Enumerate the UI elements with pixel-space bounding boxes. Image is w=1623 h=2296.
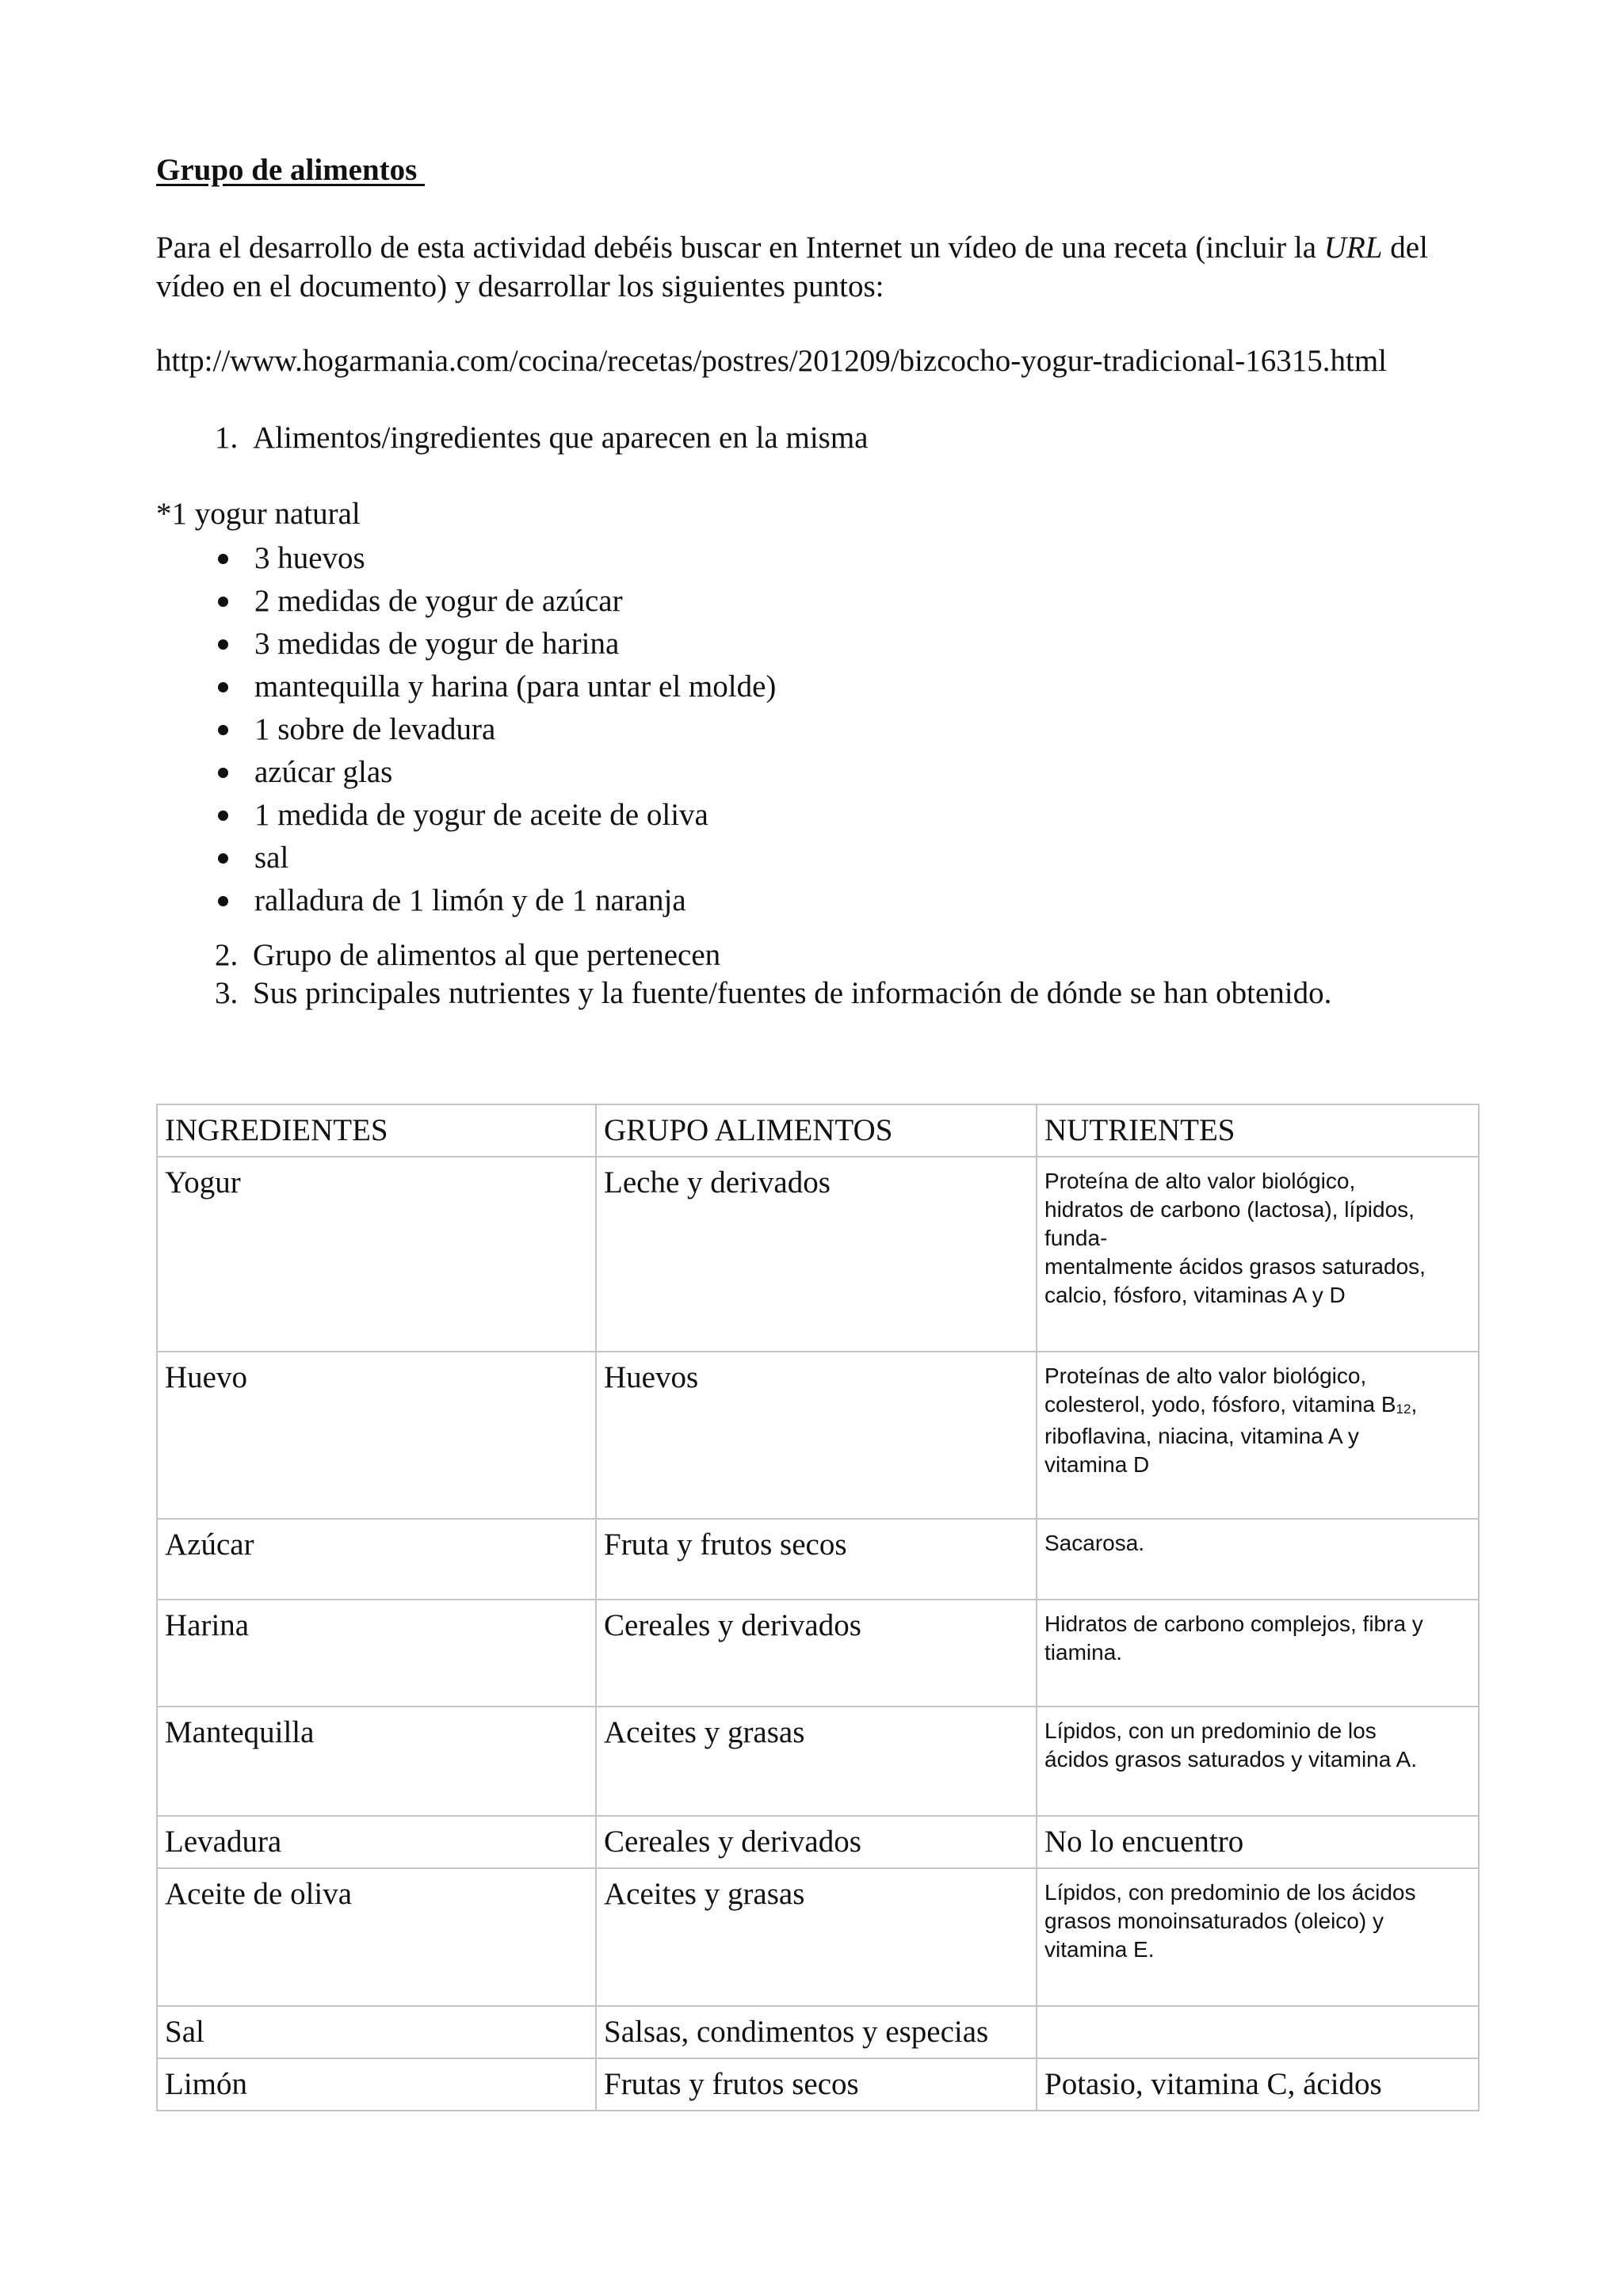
cell-ingrediente: Aceite de oliva (157, 1868, 596, 2006)
point-text: Grupo de alimentos al que pertenecen (253, 938, 721, 972)
list-item: ralladura de 1 limón y de 1 naranja (156, 879, 776, 922)
list-item: 1 sobre de levadura (156, 708, 776, 751)
point-number: 2. (215, 938, 239, 972)
bullet-icon (218, 768, 228, 778)
cell-grupo: Fruta y frutos secos (596, 1519, 1037, 1600)
intro-paragraph (156, 228, 1472, 306)
point-1 (215, 420, 868, 456)
list-item: mantequilla y harina (para untar el molde) (156, 666, 776, 708)
list-item: azúcar glas (156, 751, 776, 794)
bullet-icon (218, 682, 228, 692)
nutrients-table (156, 1104, 1480, 2111)
cell-nutrientes: Proteína de alto valor biológico, hidratos de carbono (lactosa), lípidos, funda- mentalmente ácidos grasos saturados, calcio, fósforo, vitaminas A y D (1037, 1157, 1479, 1352)
intro-url-word: URL (1323, 231, 1383, 265)
cell-ingrediente: Yogur (157, 1157, 596, 1352)
bullet-icon (218, 639, 228, 650)
cell-grupo: Aceites y grasas (596, 1868, 1037, 2006)
cell-nutrientes: Proteínas de alto valor biológico, colesterol, yodo, fósforo, vitamina $B_{12}$, riboflavina, niacina, vitamina A y vitamina D (1037, 1352, 1479, 1519)
ingredients-list (156, 537, 776, 922)
cell-grupo: Aceites y grasas (596, 1707, 1037, 1816)
ingredients-first-line: *1 yogur natural (156, 497, 361, 531)
cell-nutrientes: No lo encuentro (1037, 1816, 1479, 1868)
table-row (157, 1816, 1479, 1868)
table-row (157, 1157, 1479, 1352)
point-text: Sus principales nutrientes y la fuente/fuentes de información de dónde se han obtenido. (253, 976, 1332, 1010)
list-item: 2 medidas de yogur de azúcar (156, 580, 776, 623)
table-row (157, 1519, 1479, 1600)
cell-grupo: Huevos (596, 1352, 1037, 1519)
intro-text-after: del vídeo en el documento) y desarrollar los siguientes puntos: (156, 231, 1428, 303)
cell-ingrediente: Mantequilla (157, 1707, 596, 1816)
header-grupo: GRUPO ALIMENTOS (596, 1104, 1037, 1157)
bullet-icon (218, 725, 228, 735)
list-item: 3 huevos (156, 537, 776, 580)
cell-nutrientes: Lípidos, con un predominio de los ácidos grasos saturados y vitamina A. (1037, 1707, 1479, 1816)
bullet-icon (218, 597, 228, 607)
table-row (157, 1600, 1479, 1707)
cell-nutrientes: Potasio, vitamina C, ácidos (1037, 2058, 1479, 2111)
cell-grupo: Cereales y derivados (596, 1816, 1037, 1868)
cell-grupo: Salsas, condimentos y especias (596, 2006, 1037, 2058)
point-number: 1. (215, 421, 239, 455)
cell-ingrediente: Levadura (157, 1816, 596, 1868)
point-text: Alimentos/ingredientes que aparecen en la misma (253, 421, 869, 455)
cell-grupo: Cereales y derivados (596, 1600, 1037, 1707)
recipe-url[interactable]: http://www.hogarmania.com/cocina/recetas/postres/201209/bizcocho-yogur-tradicional-16315.html (156, 344, 1387, 378)
intro-text-before: Para el desarrollo de esta actividad debéis buscar en Internet un vídeo de una receta (incluir la (156, 231, 1324, 265)
cell-grupo: Leche y derivados (596, 1157, 1037, 1352)
table-row (157, 2058, 1479, 2111)
list-item: sal (156, 837, 776, 879)
cell-ingrediente: Limón (157, 2058, 596, 2111)
cell-nutrientes: Sacarosa. (1037, 1519, 1479, 1600)
cell-nutrientes (1037, 2006, 1479, 2058)
cell-ingrediente: Huevo (157, 1352, 596, 1519)
list-item: 3 medidas de yogur de harina (156, 623, 776, 666)
point-3 (215, 975, 1331, 1011)
cell-nutrientes: Hidratos de carbono complejos, fibra y tiamina. (1037, 1600, 1479, 1707)
header-ingredientes: INGREDIENTES (157, 1104, 596, 1157)
cell-grupo: Frutas y frutos secos (596, 2058, 1037, 2111)
table-row (157, 1352, 1479, 1519)
cell-ingrediente: Sal (157, 2006, 596, 2058)
list-item: 1 medida de yogur de aceite de oliva (156, 794, 776, 837)
point-number: 3. (215, 976, 239, 1010)
bullet-icon (218, 853, 228, 864)
cell-nutrientes: Lípidos, con predominio de los ácidos grasos monoinsaturados (oleico) y vitamina E. (1037, 1868, 1479, 2006)
bullet-icon (218, 810, 228, 821)
point-2 (215, 937, 720, 973)
table-header-row (157, 1104, 1479, 1157)
bullet-icon (218, 896, 228, 906)
document-title: Grupo de alimentos (156, 153, 426, 187)
table-row (157, 1868, 1479, 2006)
table-row (157, 2006, 1479, 2058)
header-nutrientes: NUTRIENTES (1037, 1104, 1479, 1157)
table-row (157, 1707, 1479, 1816)
cell-ingrediente: Azúcar (157, 1519, 596, 1600)
bullet-icon (218, 554, 228, 564)
cell-ingrediente: Harina (157, 1600, 596, 1707)
